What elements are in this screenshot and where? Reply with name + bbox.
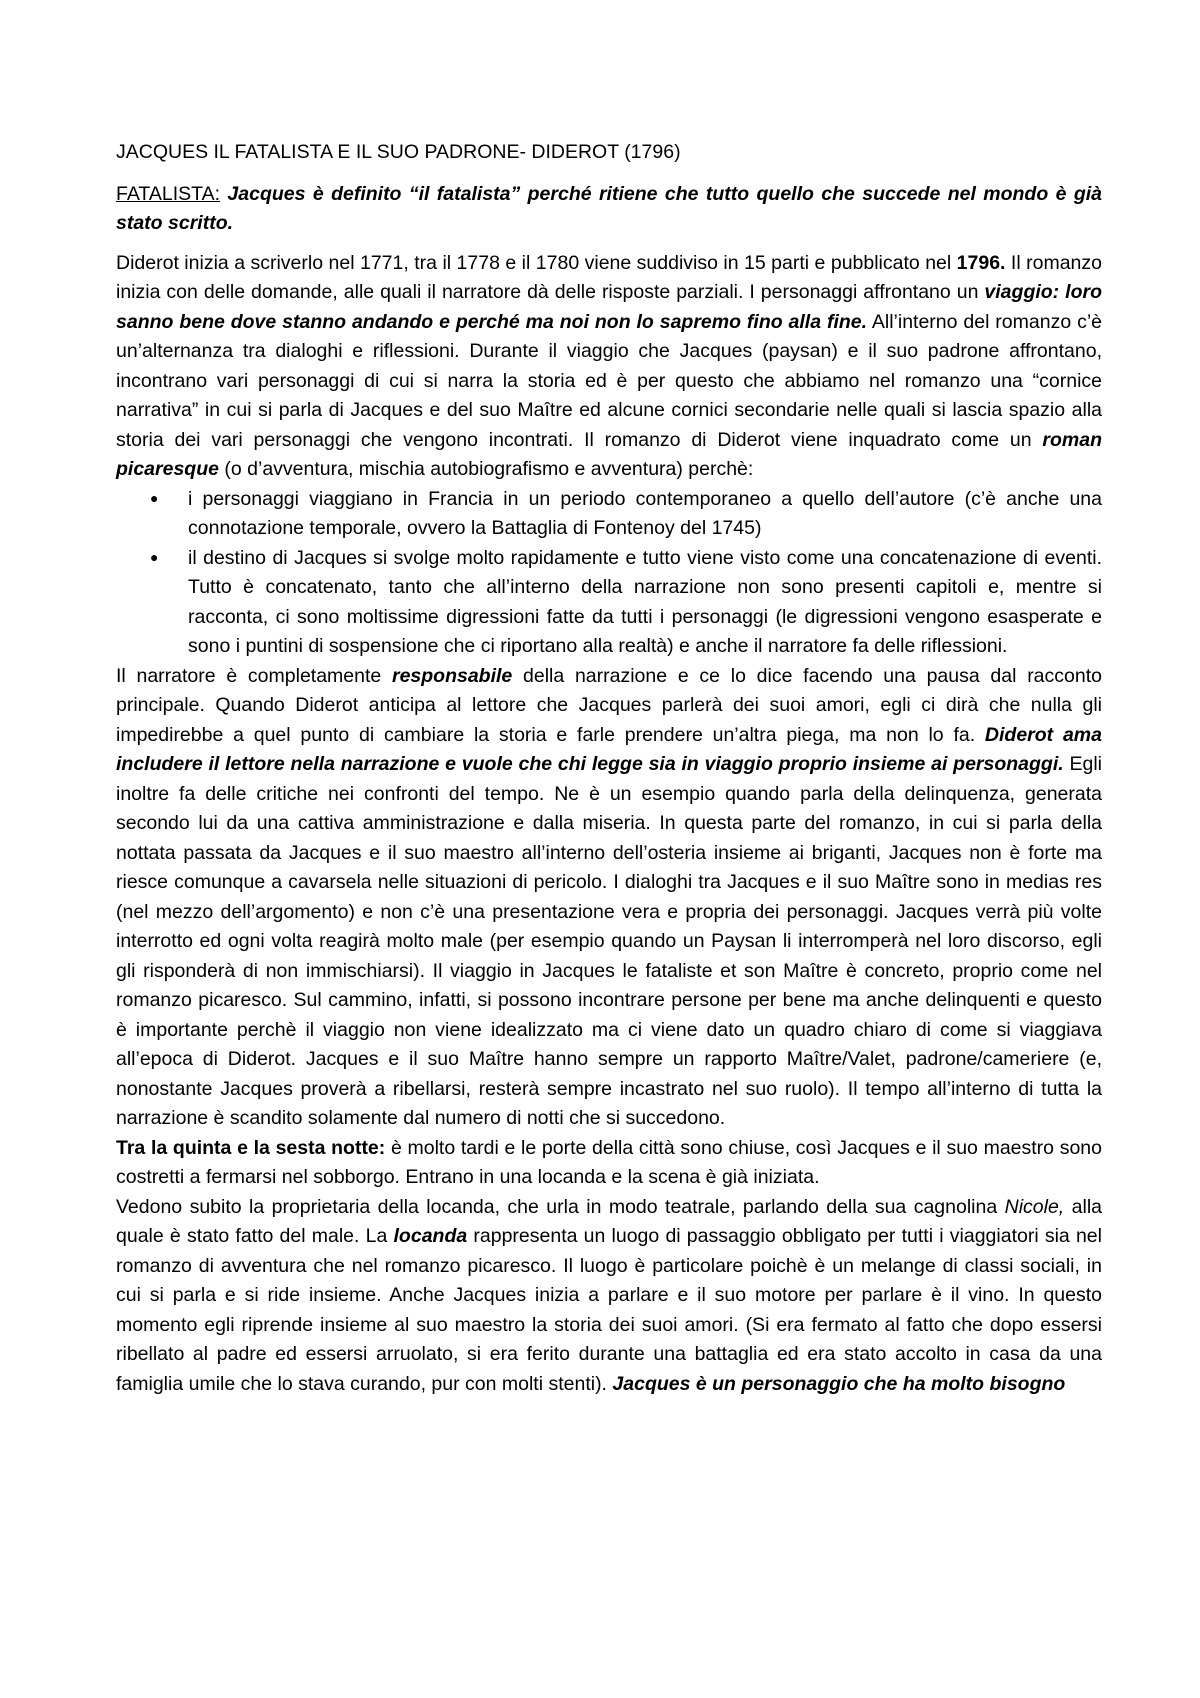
- document-title: JACQUES IL FATALISTA E IL SUO PADRONE- DIDEROT (1796): [116, 141, 681, 163]
- list-item: ● i personaggi viaggiano in Francia in un periodo contemporaneo a quello dell’autore (c’è anche una connotazione temporale, ovvero la Battaglia di Fontenoy del 1745): [188, 485, 1102, 544]
- text-run: Il romanzo inizia con delle domande, alle quali il narratore dà delle risposte parziali. I personaggi affrontano un: [116, 251, 1102, 303]
- bold-italic-run: responsabile: [391, 664, 513, 687]
- paragraph-locanda: [116, 1193, 1102, 1400]
- text-run: Vedono subito la proprietaria della locanda, che urla in modo teatrale, parlando della sua cagnolina: [116, 1195, 1005, 1218]
- bold-italic-run: locanda: [393, 1225, 468, 1247]
- italic-run: Nicole,: [1004, 1195, 1065, 1218]
- text-run: (o d’avventura, mischia autobiografismo e avventura) perchè:: [218, 458, 754, 480]
- text-run: è molto tardi e le porte della città sono chiuse, così Jacques e il suo maestro sono costretti a fermarsi nel sobborgo. Entrano in una locanda e la scena è già iniziata.: [116, 1136, 1102, 1188]
- text-run: Il narratore è completamente: [116, 664, 392, 687]
- fatalista-label: FATALISTA:: [116, 182, 221, 205]
- text-run: rappresenta un luogo di passaggio obbligato per tutti i viaggiatori sia nel romanzo di avventura che nel romanzo picaresco. Il luogo è particolare poichè è un melange di classi sociali, in cui si parla e si ride insieme. Anche Jacques inizia a parlare e il suo motore per parlare è il vino. In questo momento egli riprende insieme al suo maestro la storia dei suoi amori. (Si era fermato al fatto che dopo essersi ribellato al padre ed essersi arruolato, si era ferito durante una battaglia ed era stato accolto in casa da una famiglia umile che lo stava curando, pur con molti stenti).: [116, 1225, 1102, 1395]
- fatalista-definition: [116, 180, 1102, 239]
- bold-run: 1796.: [956, 251, 1006, 274]
- text-run: della narrazione e ce lo dice facendo una pausa dal racconto principale. Quando Diderot anticipa al lettore che Jacques parlerà dei suoi amori, egli ci dirà che nulla gli impedirebbe a quel punto di cambiare la storia e farle prendere un’altra piega, ma non lo fa.: [116, 664, 1102, 746]
- bold-italic-run: viaggio: loro sanno bene dove stanno andando e perché ma noi non lo sapremo fino alla fine.: [116, 281, 1102, 333]
- bold-italic-run: roman picaresque: [116, 428, 1102, 480]
- bold-run: Tra la quinta e la sesta notte:: [116, 1136, 386, 1159]
- paragraph-night: [116, 1134, 1102, 1193]
- paragraph-intro: [116, 249, 1102, 485]
- fatalista-text: Jacques è definito “il fatalista” perché ritiene che tutto quello che succede nel mondo è già stato scritto.: [116, 182, 1103, 234]
- document-page: [116, 138, 1102, 1399]
- bullet-list: [116, 485, 1102, 662]
- bold-italic-run: Jacques è un personaggio che ha molto bisogno: [612, 1372, 1066, 1395]
- paragraph-narrator: [116, 662, 1102, 1134]
- bold-italic-run: Diderot ama includere il lettore nella narrazione e vuole che chi legge sia in viaggio proprio insieme ai personaggi.: [116, 723, 1102, 775]
- text-run: Egli inoltre fa delle critiche nei confronti del tempo. Ne è un esempio quando parla della delinquenza, generata secondo lui da una cattiva amministrazione e dalla miseria. In questa parte del romanzo, in cui si parla della nottata passata da Jacques e il suo maestro all’interno dell’osteria insieme ai briganti, Jacques non è forte ma riesce comunque a cavarsela nelle situazioni di pericolo. I dialoghi tra Jacques e il suo Maître sono in medias res (nel mezzo dell’argomento) e non c’è una presentazione vera e propria dei personaggi. Jacques verrà più volte interrotto ed ogni volta reagirà molto male (per esempio quando un Paysan li interromperà nel loro discorso, egli gli risponderà di non immischiarsi). Il viaggio in Jacques le fataliste et son Maître è concreto, proprio come nel romanzo picaresco. Sul cammino, infatti, si possono incontrare persone per bene ma anche delinquenti e questo è importante perchè il viaggio non viene idealizzato ma ci viene dato un quadro chiaro di come si viaggiava all’epoca di Diderot. Jacques e il suo Maître hanno sempre un rapporto Maître/Valet, padrone/cameriere (e, nonostante Jacques proverà a ribellarsi, resterà sempre incastrato nel suo ruolo). Il tempo all’interno di tutta la narrazione è scandito solamente dal numero di notti che si succedono.: [116, 753, 1102, 1129]
- text-run: Diderot inizia a scriverlo nel 1771, tra il 1778 e il 1780 viene suddiviso in 15 parti e pubblicato nel: [116, 251, 957, 274]
- list-item: ● il destino di Jacques si svolge molto rapidamente e tutto viene visto come una concatenazione di eventi. Tutto è concatenato, tanto che all’interno della narrazione non sono presenti capitoli e, mentre si racconta, ci sono moltissime digressioni fatte da tutti i personaggi (le digressioni vengono esasperate e sono i puntini di sospensione che ci riportano alla realtà) e anche il narratore fa delle riflessioni.: [188, 544, 1102, 662]
- text-run: alla quale è stato fatto del male. La: [116, 1195, 1102, 1247]
- text-run: All’interno del romanzo c’è un’alternanza tra dialoghi e riflessioni. Durante il viaggio che Jacques (paysan) e il suo padrone affrontano, incontrano vari personaggi di cui si narra la storia ed è per questo che abbiamo nel romanzo una “cornice narrativa” in cui si parla di Jacques e del suo Maître ed alcune cornici secondarie nelle quali si lascia spazio alla storia dei vari personaggi che vengono incontrati. Il romanzo di Diderot viene inquadrato come un: [116, 310, 1102, 451]
